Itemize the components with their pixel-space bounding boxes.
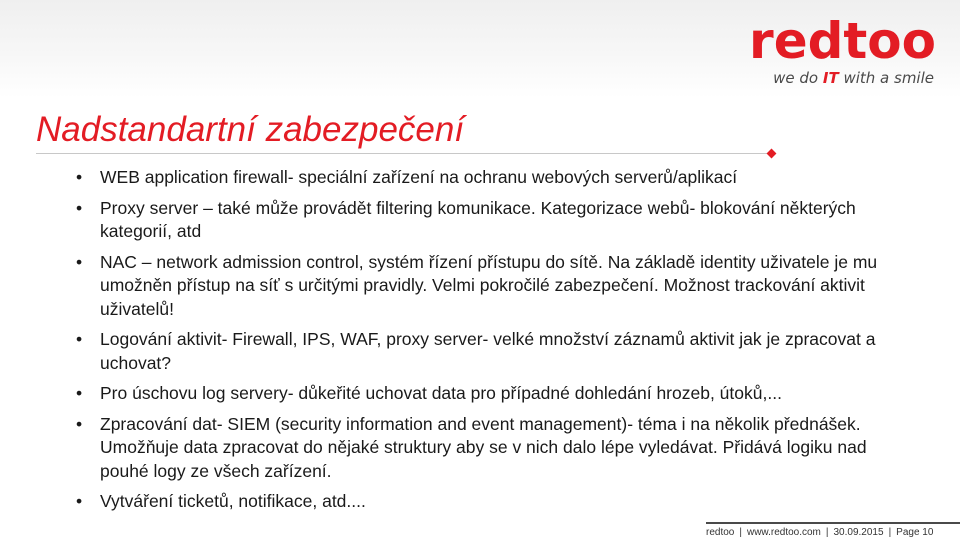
bullet-dot-icon: • <box>76 413 83 434</box>
bullet-item <box>76 490 916 514</box>
bullet-dot-icon: • <box>76 383 83 403</box>
bullet-text: WEB application firewall- speciální zařízení na ochranu webových serverů/aplikací <box>100 167 738 187</box>
tagline-pre: we do <box>773 69 823 87</box>
bullet-dot-icon: • <box>76 491 83 511</box>
slide-title: Nadstandartní zabezpečení <box>36 110 465 149</box>
bullet-text: Pro úschovu log servery- důkeřité uchovat data pro případné dohledání hrozeb, útoků,... <box>100 383 782 403</box>
bullet-text: Logování aktivit- Firewall, IPS, WAF, proxy server- velké množství záznamů aktivit jak je zpracovat a uchovat? <box>100 329 876 373</box>
bullet-item <box>76 197 916 244</box>
bullet-dot-icon: • <box>76 251 83 272</box>
title-diamond-icon <box>767 149 777 159</box>
redtoo-logo <box>706 14 936 86</box>
title-underline <box>36 153 771 154</box>
footer-text <box>706 527 933 539</box>
footer-date: 30.09.2015 <box>833 527 884 538</box>
logo-wordmark: redtoo <box>749 12 936 70</box>
bullet-dot-icon: • <box>76 329 83 349</box>
bullet-item <box>76 166 916 190</box>
footer-website: www.redtoo.com <box>746 527 821 538</box>
bullet-dot-icon: • <box>76 197 83 218</box>
bullet-dot-icon: • <box>76 167 83 187</box>
footer-company: redtoo <box>706 527 735 538</box>
bullet-text: Proxy server – také může provádět filtering komunikace. Kategorizace webů- blokování některých kategorií, atd <box>100 197 856 241</box>
bullet-item <box>76 251 916 322</box>
logo-tagline <box>706 70 936 86</box>
footer-separator: | <box>739 527 742 538</box>
footer-page-number: Page 10 <box>896 527 934 538</box>
bullet-item <box>76 382 916 406</box>
tagline-post: with a smile <box>838 69 934 87</box>
footer-separator: | <box>888 527 892 538</box>
footer-rule <box>706 522 960 524</box>
bullet-text: Vytváření ticketů, notifikace, atd.... <box>100 491 366 511</box>
bullet-item <box>76 328 916 375</box>
bullet-text: Zpracování dat- SIEM (security information and event management)- téma i na několik přednášek. Umožňuje data zpracovat do nějaké struktury aby se v nich dalo lépe vyledávat. Přidává logiku nad pouhé logy ze všech zařízení. <box>100 413 867 481</box>
tagline-accent: IT <box>822 69 839 87</box>
bullet-list <box>76 166 916 521</box>
footer-separator: | <box>825 527 829 538</box>
slide-footer <box>706 522 960 540</box>
bullet-item <box>76 413 916 484</box>
bullet-text: NAC – network admission control, systém řízení přístupu do sítě. Na základě identity uživatele je mu umožněn přístup na síť s určitými pravidly. Velmi pokročilé zabezpečení. Možnost trackování aktivit uživatelů! <box>100 251 878 319</box>
